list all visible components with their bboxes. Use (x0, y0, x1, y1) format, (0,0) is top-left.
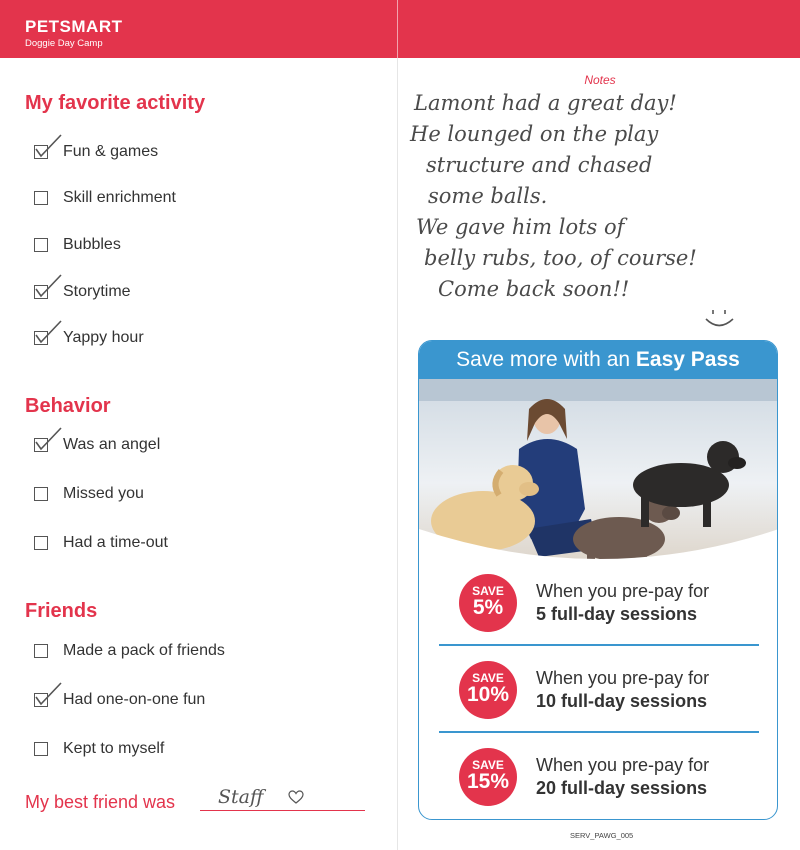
easy-pass-title-bold: Easy Pass (635, 348, 740, 371)
save-badge (459, 661, 517, 719)
save-badge-percent: 15% (466, 770, 510, 793)
notes-label: Notes (584, 73, 616, 87)
best-friend-name: Staff (218, 786, 264, 808)
checkbox[interactable] (34, 238, 48, 252)
notes-line: Come back soon!! (438, 277, 630, 301)
save-badge-label: SAVE (472, 584, 504, 598)
notes-line: structure and chased (426, 153, 653, 177)
save-badge-percent: 5% (472, 596, 504, 619)
checkbox-label: Had one-on-one fun (63, 691, 206, 708)
offer-row (419, 559, 778, 647)
offer-sessions: 5 full-day sessions (536, 604, 698, 624)
staff-with-dogs-photo (419, 379, 778, 569)
offer-row (419, 646, 778, 734)
hand-check-mark (33, 133, 63, 159)
checkbox-label: Skill enrichment (63, 189, 176, 206)
notes-line: belly rubs, too, of course! (424, 246, 697, 270)
checkbox-row[interactable] (34, 186, 176, 210)
checkbox-label: Yappy hour (63, 329, 144, 346)
friends-heading: Friends (25, 600, 98, 622)
checkbox-row[interactable] (34, 482, 144, 506)
offer-description: When you pre-pay for (536, 581, 710, 601)
save-badge-label: SAVE (472, 671, 504, 685)
checkbox[interactable] (34, 644, 48, 658)
easy-pass-title (419, 341, 777, 379)
checkbox-label: Storytime (63, 283, 131, 300)
best-friend-label: My best friend was (25, 792, 176, 812)
hand-check-mark (33, 681, 63, 707)
form-code: SERV_PAWG_005 (570, 831, 634, 840)
handwritten-notes (408, 88, 788, 305)
save-badge-label: SAVE (472, 758, 504, 772)
activity-heading: My favorite activity (25, 92, 206, 114)
notes-line: He lounged on the play (410, 122, 659, 146)
brand-subtitle: Doggie Day Camp (25, 38, 103, 49)
checkbox-row[interactable] (34, 639, 225, 663)
offer-description: When you pre-pay for (536, 755, 710, 775)
checkbox[interactable] (34, 191, 48, 205)
checkbox-label: Had a time-out (63, 534, 168, 551)
heart-icon (288, 790, 304, 804)
hand-check-mark (33, 426, 63, 452)
hand-check-mark (33, 319, 63, 345)
notes-line: Lamont had a great day! (414, 91, 677, 115)
checkbox-row[interactable] (34, 737, 164, 761)
behavior-heading: Behavior (25, 395, 111, 417)
offer-sessions: 20 full-day sessions (536, 778, 708, 798)
checkbox-label: Bubbles (63, 236, 121, 253)
checkbox-label: Kept to myself (63, 740, 165, 757)
brand-wordmark: PETSMART (25, 17, 123, 36)
save-badge (459, 748, 517, 806)
best-friend-underline (200, 810, 365, 811)
smiley-face-icon (702, 308, 736, 330)
offer-sessions: 10 full-day sessions (536, 691, 708, 711)
save-badge-percent: 10% (466, 683, 510, 706)
checkbox-label: Missed you (63, 485, 144, 502)
checkbox-label: Made a pack of friends (63, 642, 225, 659)
page-fold-divider (397, 58, 398, 850)
checkbox[interactable] (34, 742, 48, 756)
checkbox-row[interactable] (34, 233, 121, 257)
checkbox[interactable] (34, 487, 48, 501)
header-divider (397, 0, 398, 58)
save-badge (459, 574, 517, 632)
easy-pass-card (418, 340, 778, 820)
checkbox[interactable] (34, 536, 48, 550)
hand-check-mark (33, 273, 63, 299)
checkbox-label: Fun & games (63, 143, 159, 160)
easy-pass-title-prefix: Save more with an (456, 348, 631, 371)
offer-description: When you pre-pay for (536, 668, 710, 688)
checkbox-label: Was an angel (63, 436, 161, 453)
offer-row (419, 733, 778, 820)
notes-line: We gave him lots of (416, 215, 625, 239)
checkbox-row[interactable] (34, 531, 168, 555)
notes-line: some balls. (428, 184, 548, 208)
